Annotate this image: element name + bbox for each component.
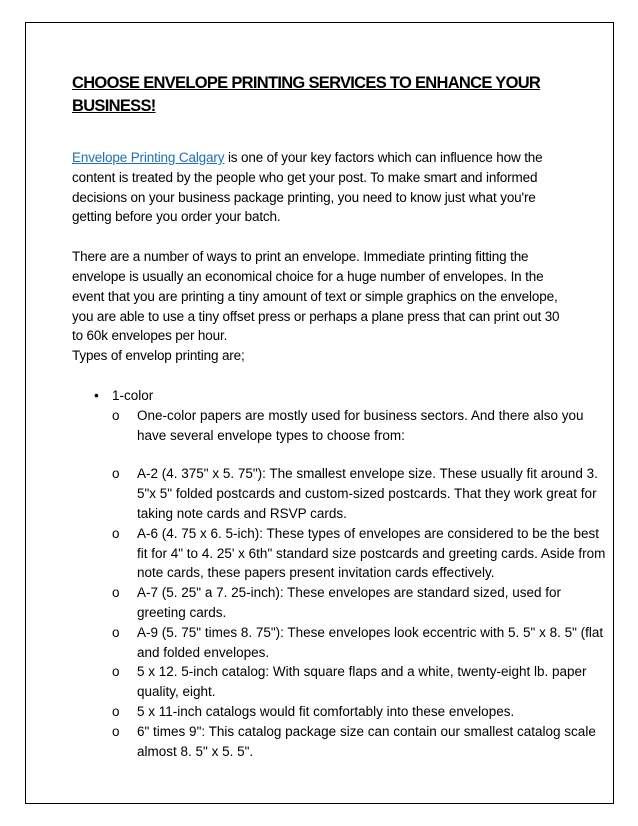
intro-paragraph: [72, 148, 572, 227]
sub-list-item: [112, 623, 607, 663]
circle-bullet-icon: o: [112, 466, 120, 482]
sub-item-text: A-6 (4. 75 x 6. 5-ich): These types of envelopes are considered to be the best fit for 4" to 4. 25' x 6th" standard size postcards and greeting cards. Aside from note cards, these papers present invitation cards effectively.: [137, 525, 606, 581]
bullet-item-1-color: [72, 386, 606, 761]
bullet-icon: •: [94, 387, 99, 403]
types-intro: Types of envelop printing are;: [72, 348, 245, 364]
circle-bullet-icon: o: [112, 407, 120, 423]
circle-bullet-icon: o: [112, 624, 120, 640]
sub-list-item: [112, 464, 607, 523]
circle-bullet-icon: o: [112, 585, 120, 601]
printing-types-list: [72, 386, 606, 761]
circle-bullet-icon: o: [112, 703, 120, 719]
circle-bullet-icon: o: [112, 664, 120, 680]
envelope-printing-calgary-link[interactable]: Envelope Printing Calgary: [72, 150, 225, 165]
sub-item-text: 6" times 9": This catalog package size can contain our smallest catalog scale almost 8. 5" x 5. 5".: [137, 723, 596, 759]
sub-list-item: [112, 524, 607, 583]
sub-item-text: A-7 (5. 25" a 7. 25-inch): These envelopes are standard sized, used for greeting cards.: [137, 585, 562, 620]
bullet-label: 1-color: [112, 387, 154, 403]
sub-item-text: 5 x 12. 5-inch catalog: With square flaps and a white, twenty-eight lb. paper quality, eight.: [137, 664, 587, 700]
document-body: [72, 72, 606, 761]
sub-item-text: A-2 (4. 375" x 5. 75"): The smallest envelope size. These usually fit around 3. 5"x 5" folded postcards and custom-sized postcards. That they work great for taking note cards and RSVP cards.: [137, 466, 598, 521]
sub-list-item: [112, 662, 607, 702]
envelope-types-sublist: [112, 406, 606, 762]
sub-item-text: One-color papers are mostly used for business sectors. And there also you have several envelope types to choose from:: [137, 407, 584, 443]
sub-list-item: [112, 406, 607, 446]
intro-paragraph-text: is one of your key factors which can influence how the content is treated by the people who get your post. To make smart and informed decisions on your business package printing, you need to know just what you're getting before you order your batch.: [72, 150, 543, 225]
sub-list-item: [112, 702, 607, 722]
circle-bullet-icon: o: [112, 723, 120, 739]
sub-list-item: [112, 583, 607, 623]
document-title: CHOOSE ENVELOPE PRINTING SERVICES TO ENHANCE YOUR BUSINESS!: [72, 74, 541, 115]
sub-item-text: 5 x 11-inch catalogs would fit comfortably into these envelopes.: [137, 703, 515, 719]
sub-list-item: [112, 722, 607, 762]
sub-item-text: A-9 (5. 75" times 8. 75"): These envelopes look eccentric with 5. 5" x 8. 5" (flat and folded envelopes.: [137, 624, 604, 660]
methods-paragraph: There are a number of ways to print an envelope. Immediate printing fitting the envelope is usually an economical choice for a huge number of envelopes. In the event that you are printing a tiny amount of text or simple graphics on the envelope, you are able to use a tiny offset press or perhaps a plane press that can print out 30 to 60k envelopes per hour.: [72, 249, 560, 344]
circle-bullet-icon: o: [112, 525, 120, 541]
